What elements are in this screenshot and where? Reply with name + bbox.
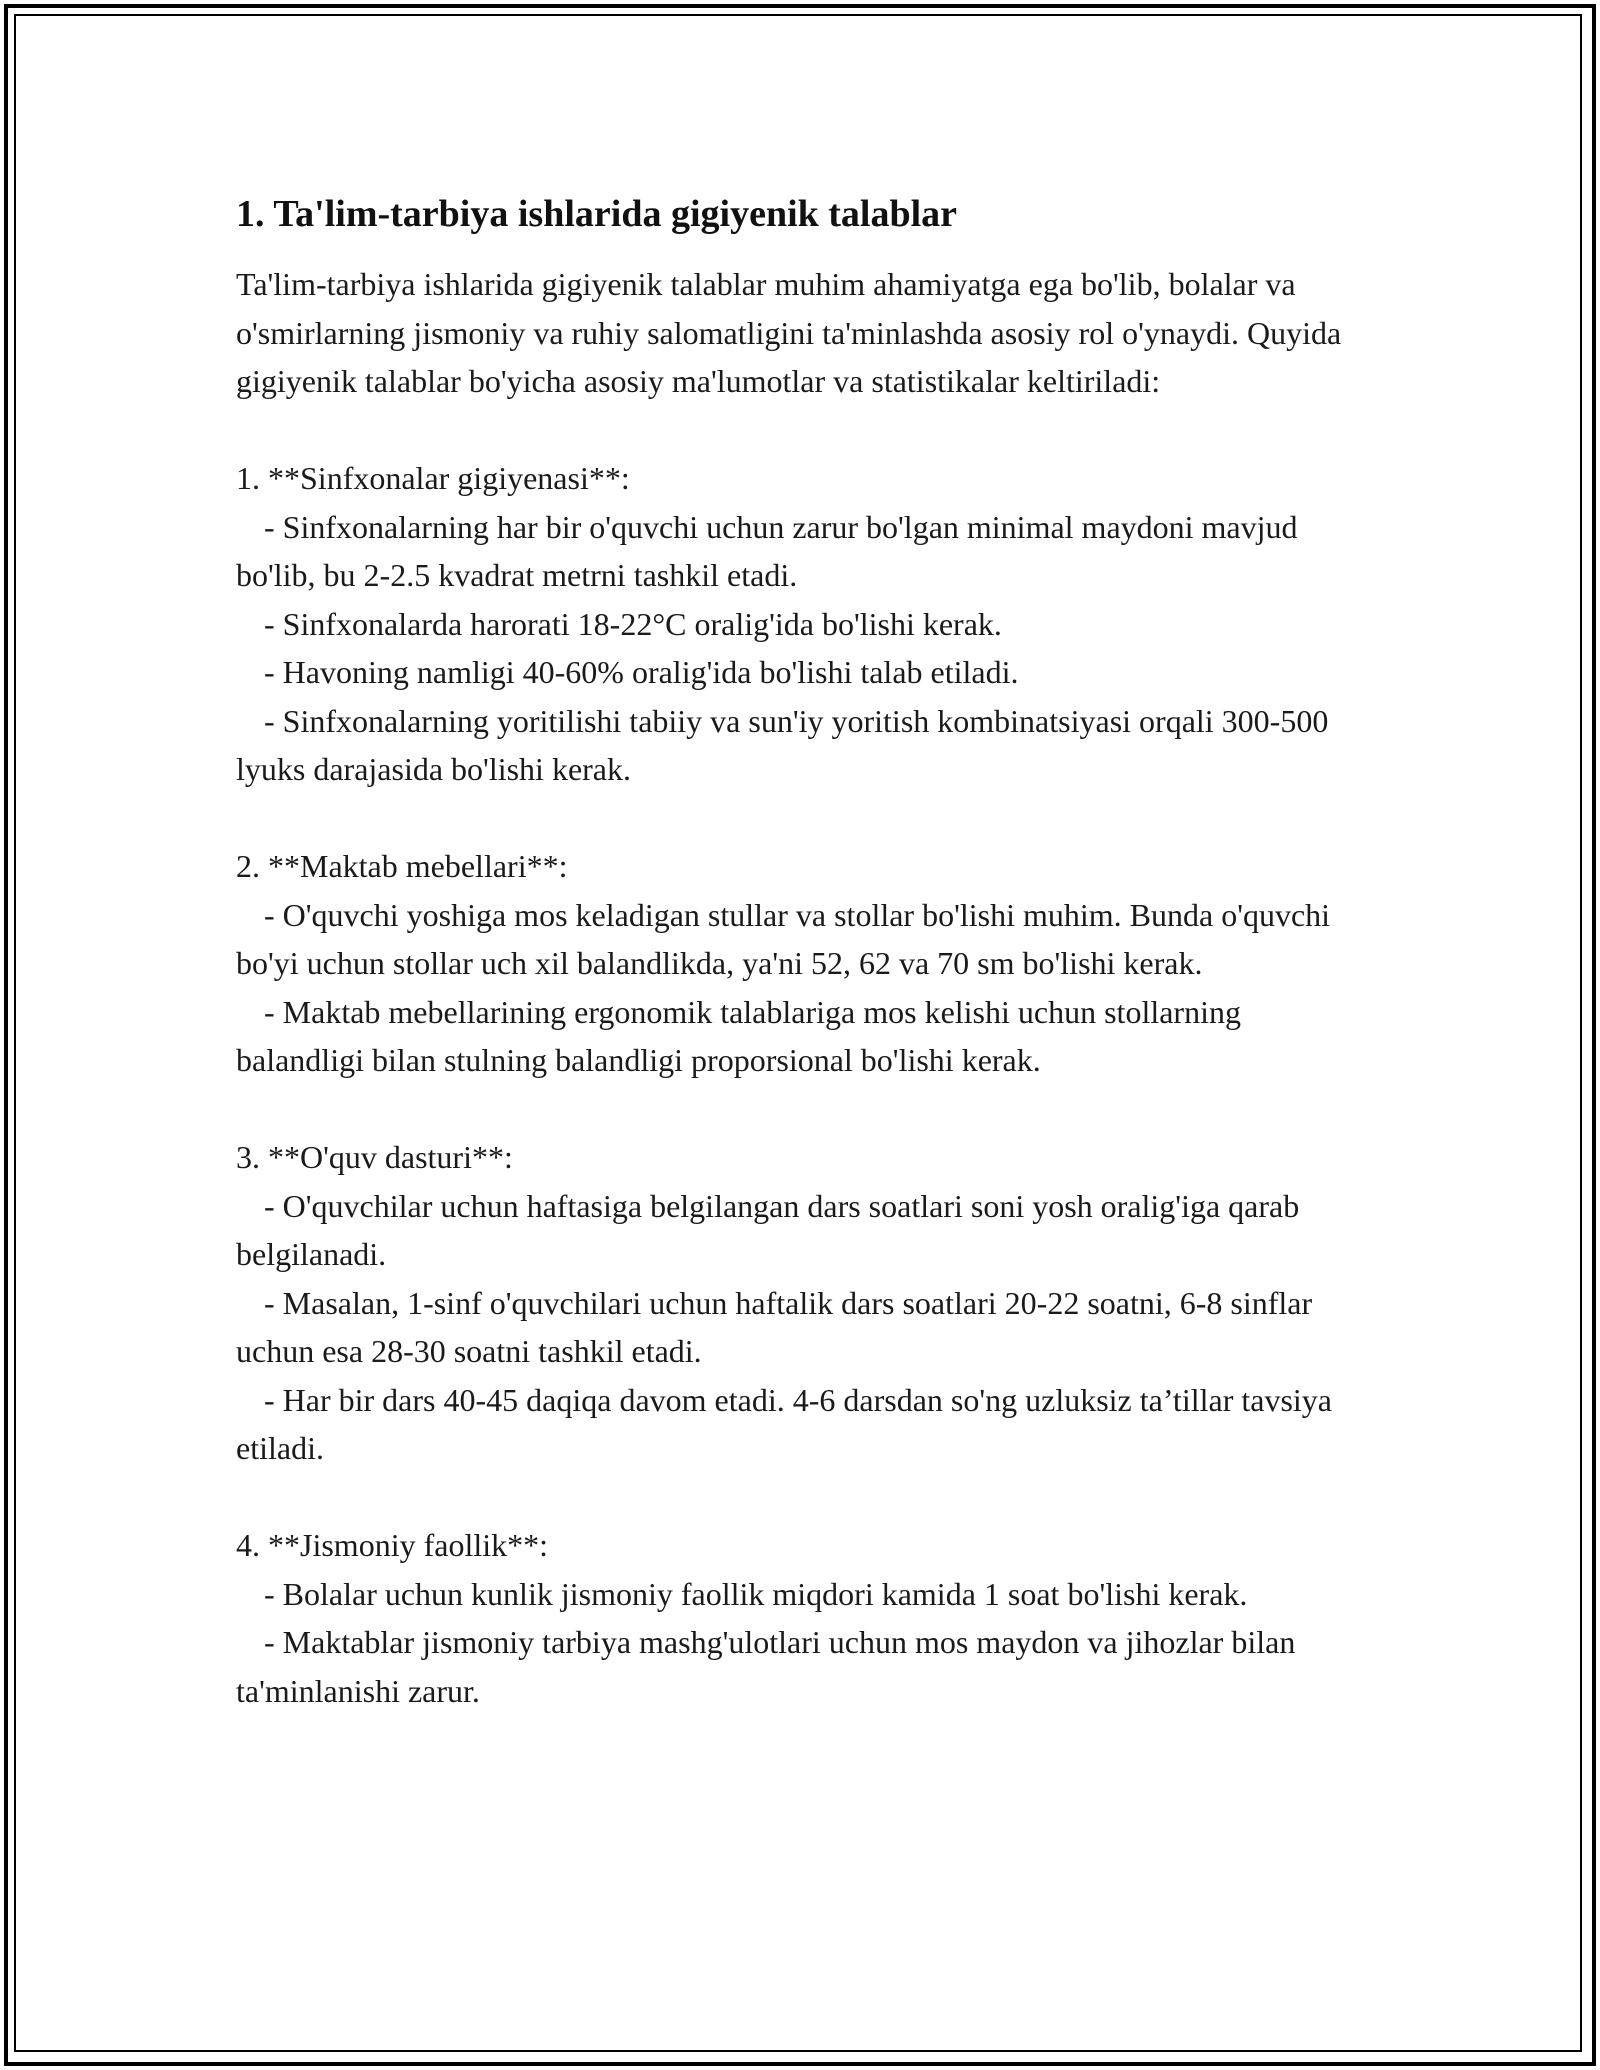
section-title: 4. **Jismoniy faollik**: bbox=[236, 1527, 548, 1563]
section-curriculum bbox=[236, 1133, 1376, 1473]
list-item: - Masalan, 1-sinf o'quvchilari uchun haftalik dars soatlari 20-22 soatni, 6-8 sinflar uchun esa 28-30 soatni tashkil etadi. bbox=[236, 1284, 1313, 1369]
list-item: - Har bir dars 40-45 daqiqa davom etadi. 4-6 darsdan so'ng uzluksiz ta’tillar tavsiya etiladi. bbox=[236, 1381, 1332, 1466]
list-item: - Havoning namligi 40-60% oralig'ida bo'lishi talab etiladi. bbox=[264, 654, 1019, 690]
list-item: - Sinfxonalarda harorati 18-22°C oralig'ida bo'lishi kerak. bbox=[264, 605, 1002, 642]
section-physical-activity bbox=[236, 1521, 1376, 1715]
list-item: - Maktab mebellarining ergonomik talablariga mos kelishi uchun stollarning balandligi bilan stulning balandligi proporsional bo'lishi kerak. bbox=[236, 993, 1241, 1078]
list-item: - Sinfxonalarning yoritilishi tabiiy va sun'iy yoritish kombinatsiyasi orqali 300-500 lyuks darajasida bo'lishi kerak. bbox=[236, 702, 1329, 787]
list-item: - Maktablar jismoniy tarbiya mashg'ulotlari uchun mos maydon va jihozlar bilan ta'minlanishi zarur. bbox=[236, 1624, 1296, 1709]
list-item: - O'quvchi yoshiga mos keladigan stullar va stollar bo'lishi muhim. Bunda o'quvchi bo'yi uchun stollar uch xil balandlikda, ya'ni 52, 62 va 70 sm bo'lishi kerak. bbox=[236, 896, 1331, 981]
document-body bbox=[236, 190, 1376, 1715]
section-title: 3. **O'quv dasturi**: bbox=[236, 1139, 513, 1175]
intro-paragraph: Ta'lim-tarbiya ishlarida gigiyenik talablar muhim ahamiyatga ega bo'lib, bolalar va o'smirlarning jismoniy va ruhiy salomatligini ta'minlashda asosiy rol o'ynaydi. Quyida gigiyenik talablar bo'yicha asosiy ma'lumotlar va statistikalar keltiriladi: bbox=[236, 266, 1342, 399]
list-item: - O'quvchilar uchun haftasiga belgilangan dars soatlari soni yosh oralig'iga qarab belgilanadi. bbox=[236, 1187, 1300, 1272]
section-classroom-hygiene bbox=[236, 454, 1376, 794]
list-item: - Bolalar uchun kunlik jismoniy faollik miqdori kamida 1 soat bo'lishi kerak. bbox=[264, 1575, 1248, 1612]
list-item: - Sinfxonalarning har bir o'quvchi uchun zarur bo'lgan minimal maydoni mavjud bo'lib, bu 2-2.5 kvadrat metrni tashkil etadi. bbox=[236, 508, 1298, 593]
section-title: 1. **Sinfxonalar gigiyenasi**: bbox=[236, 460, 630, 496]
document-heading: 1. Ta'lim-tarbiya ishlarida gigiyenik talablar bbox=[236, 193, 958, 235]
section-title: 2. **Maktab mebellari**: bbox=[236, 848, 568, 884]
section-school-furniture bbox=[236, 842, 1376, 1085]
